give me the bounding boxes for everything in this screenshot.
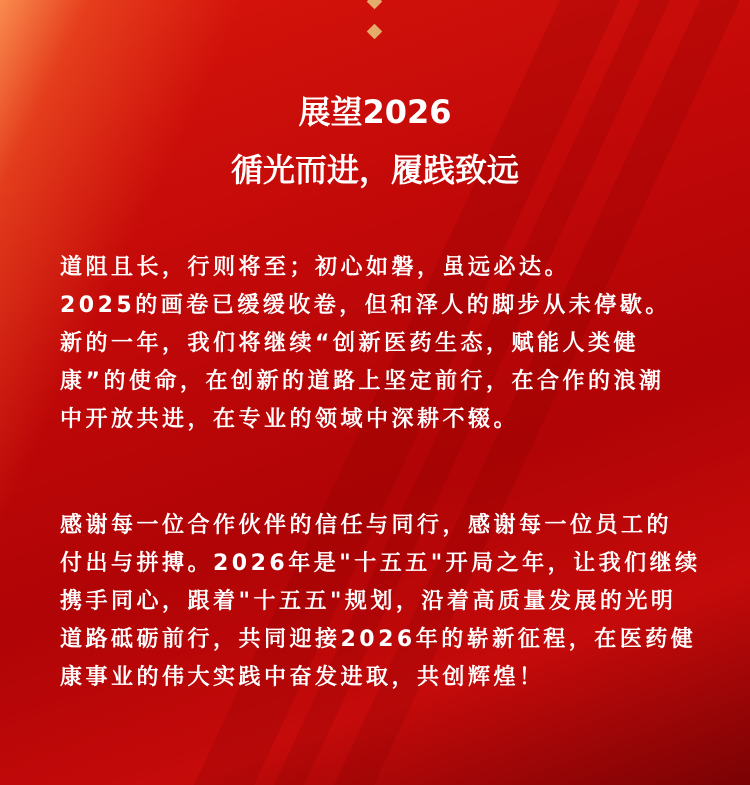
text-line: 康事业的伟大实践中奋发进取，共创辉煌！ — [60, 665, 545, 690]
page-subtitle: 循光而进，履践致远 — [230, 151, 519, 189]
text-line: 携手同心，跟着"十五五"规划，沿着高质量发展的光明 — [60, 589, 677, 614]
text-line: 康”的使命，在创新的道路上坚定前行，在合作的浪潮 — [60, 369, 665, 394]
text-line: 付出与拼搏。2026年是"十五五"开局之年，让我们继续 — [60, 551, 701, 576]
text-line: 新的一年，我们将继续“创新医药生态，赋能人类健 — [60, 331, 639, 356]
page-title: 展望2026 — [298, 93, 452, 131]
message-body — [60, 249, 740, 697]
paragraph — [60, 249, 740, 439]
text-line: 道路砥砺前行，共同迎接2026年的崭新征程，在医药健 — [60, 627, 697, 652]
paragraph — [60, 507, 740, 697]
text-line: 感谢每一位合作伙伴的信任与同行，感谢每一位员工的 — [60, 513, 673, 538]
text-line: 道阻且长，行则将至；初心如磐，虽远必达。 — [60, 255, 571, 280]
diamond-ornament — [367, 0, 383, 9]
diamond-ornament — [367, 24, 383, 40]
text-line: 2025的画卷已缓缓收卷，但和泽人的脚步从未停歇。 — [60, 293, 671, 318]
text-line: 中开放共进，在专业的领域中深耕不辍。 — [60, 407, 520, 432]
